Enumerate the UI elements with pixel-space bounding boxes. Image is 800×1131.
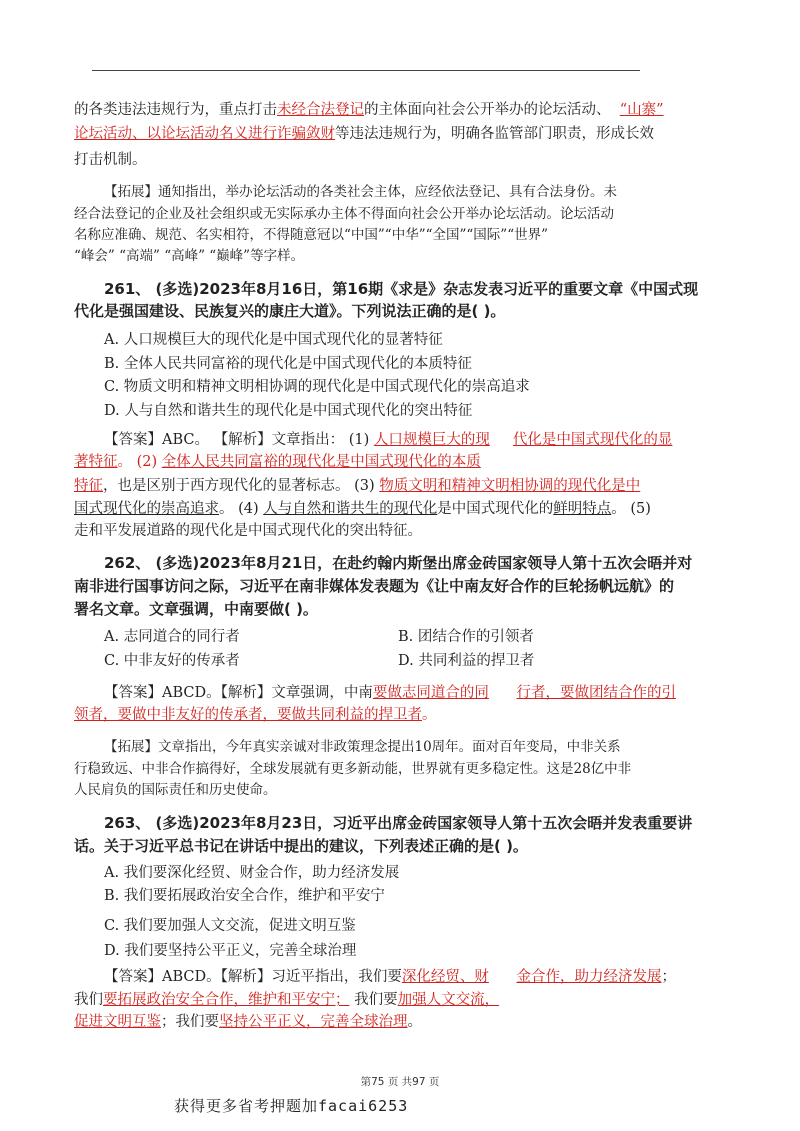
extension-text: 经合法登记的企业及社会组织或无实际承办主体不得面向社会公开举办论坛活动。论坛活动	[74, 206, 614, 222]
answer-261: 国式现代化的崇高追求。 (4) 人与自然和谐共生的现代化是中国式现代化的鲜明特点。 (5)	[74, 501, 651, 517]
answer-261: 【答案】ABC。 【解析】文章指出： (1) 人口规模巨大的现 代化是中国式现代化的显	[104, 432, 673, 448]
option-a: A. 志同道合的同行者	[104, 629, 240, 645]
question-263-stem: 263、 (多选)2023年8月23日，习近平出席金砖国家领导人第十五次会晤并发表重要讲	[104, 814, 693, 832]
answer-261: 特征，也是区别于西方现代化的显著标志。 (3) 物质文明和精神文明相协调的现代化是中	[74, 478, 641, 494]
question-262-stem: 署名文章。文章强调，中南要做( )。	[74, 600, 318, 618]
question-261-stem: 代化是强国建设、民族复兴的康庄大道》。下列说法正确的是( )。	[74, 302, 506, 320]
answer-261: 走和平发展道路的现代化是中国式现代化的突出特征。	[74, 523, 422, 539]
page-number: 第75 页 共97 页	[360, 1076, 440, 1088]
text-line: 打击机制。	[74, 152, 147, 168]
option-c: C. 中非友好的传承者	[104, 653, 240, 669]
answer-263: 促进文明互鉴；我们要坚持公平正义，完善全球治理。	[74, 1014, 422, 1030]
answer-263: 【答案】ABCD。【解析】习近平指出，我们要深化经贸、财 金合作，助力经济发展；	[104, 969, 677, 985]
option-b: B. 我们要拓展政治安全合作，维护和平安宁	[104, 888, 385, 904]
answer-263: 我们要拓展政治安全合作，维护和平安宁； 我们要加强人文交流，	[74, 992, 500, 1008]
option-c: C. 物质文明和精神文明相协调的现代化是中国式现代化的崇高追求	[104, 379, 530, 395]
option-d: D. 共同利益的捍卫者	[398, 653, 535, 669]
text-line: 论坛活动、以论坛活动名义进行诈骗敛财等违法违规行为，明确各监管部门职责，形成长效	[74, 126, 654, 142]
option-d: D. 我们要坚持公平正义，完善全球治理	[104, 943, 357, 959]
option-d: D. 人与自然和谐共生的现代化是中国式现代化的突出特征	[104, 403, 473, 419]
question-262-stem: 南非进行国事访问之际，习近平在南非媒体发表题为《让中南友好合作的巨轮扬帆远航》的	[74, 577, 675, 595]
extension-text: 【拓展】通知指出，举办论坛活动的各类社会主体，应经依法登记、具有合法身份。未	[104, 184, 617, 200]
text-line: 的各类违法违规行为，重点打击未经合法登记的主体面向社会公开举办的论坛活动、 “山寨”	[74, 102, 664, 118]
promo-text: 获得更多省考押题加facai6253	[174, 1097, 409, 1115]
option-c: C. 我们要加强人文交流，促进文明互鉴	[104, 918, 356, 934]
extension-text: 【拓展】文章指出，今年真实亲诚对非政策理念提出10周年。面对百年变局，中非关系	[104, 739, 621, 755]
answer-262: 【答案】ABCD。【解析】文章强调，中南要做志同道合的同 行者，要做团结合作的引	[104, 685, 677, 701]
option-b: B. 全体人民共同富裕的现代化是中国式现代化的本质特征	[104, 356, 472, 372]
question-261-stem: 261、 (多选)2023年8月16日，第16期《求是》杂志发表习近平的重要文章《中国式现	[104, 280, 699, 298]
option-b: B. 团结合作的引领者	[398, 629, 534, 645]
answer-261: 著特征。 (2) 全体人民共同富裕的现代化是中国式现代化的本质	[74, 454, 481, 470]
option-a: A. 人口规模巨大的现代化是中国式现代化的显著特征	[104, 332, 443, 348]
option-a: A. 我们要深化经贸、财金合作，助力经济发展	[104, 865, 400, 881]
extension-text: “峰会” “高端” “高峰” “巅峰”等字样。	[74, 248, 305, 264]
header-rule	[92, 70, 640, 71]
question-263-stem: 话。关于习近平总书记在讲话中提出的建议，下列表述正确的是( )。	[74, 837, 528, 855]
question-262-stem: 262、 (多选)2023年8月21日，在赴约翰内斯堡出席金砖国家领导人第十五次会晤并对	[104, 554, 693, 572]
extension-text: 行稳致远、中非合作搞得好，全球发展就有更多新动能，世界就有更多稳定性。这是28亿中非	[74, 761, 632, 777]
extension-text: 人民肩负的国际责任和历史使命。	[74, 782, 277, 798]
extension-text: 名称应准确、规范、名实相符，不得随意冠以“中国”“中华”“全国”“国际”“世界”	[74, 227, 549, 243]
answer-262: 领者，要做中非友好的传承者，要做共同利益的捍卫者。	[74, 707, 437, 723]
